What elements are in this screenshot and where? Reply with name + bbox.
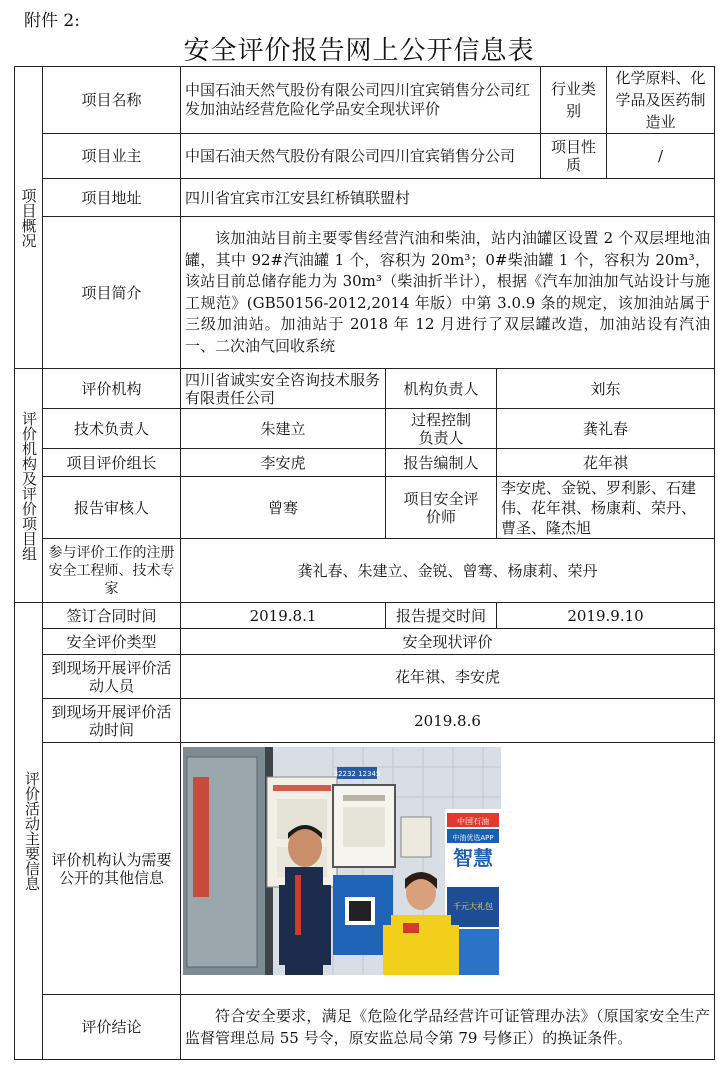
project-name-label: 项目名称 <box>43 67 181 134</box>
team-leader-value: 李安虎 <box>181 449 386 477</box>
project-nature-value: / <box>607 134 715 179</box>
report-writer-value: 花年祺 <box>497 449 715 477</box>
agency-head-label: 机构负责人 <box>386 369 497 409</box>
team-leader-label: 项目评价组长 <box>43 449 181 477</box>
process-control-label: 过程控制负责人 <box>386 409 497 449</box>
industry-label: 行业类别 <box>541 67 607 134</box>
project-address-label: 项目地址 <box>43 179 181 217</box>
project-owner-label: 项目业主 <box>43 134 181 179</box>
report-writer-label: 报告编制人 <box>386 449 497 477</box>
attachment-label: 附件 2: <box>24 11 80 31</box>
svg-text:32232 12345: 32232 12345 <box>333 770 381 778</box>
site-staff-label: 到现场开展评价活动人员 <box>43 655 181 699</box>
conclusion-label: 评价结论 <box>43 995 181 1060</box>
submit-date-value: 2019.9.10 <box>497 603 715 629</box>
svg-text:中油优选APP: 中油优选APP <box>452 834 494 842</box>
page-title: 安全评价报告网上公开信息表 <box>183 36 535 66</box>
project-address-value: 四川省宜宾市江安县红桥镇联盟村 <box>181 179 715 217</box>
assessment-type-value: 安全现状评价 <box>181 629 715 655</box>
industry-value: 化学原料、化学品及医药制造业 <box>607 67 715 134</box>
assessors-value: 李安虎、金锐、罗利影、石建伟、花年祺、杨康莉、荣丹、曹圣、隆杰旭 <box>497 477 715 539</box>
project-summary-label: 项目简介 <box>43 217 181 369</box>
engineers-label: 参与评价工作的注册安全工程师、技术专家 <box>43 539 181 603</box>
info-table <box>14 66 715 1060</box>
site-date-label: 到现场开展评价活动时间 <box>43 699 181 743</box>
project-nature-label: 项目性质 <box>541 134 607 179</box>
site-staff-value: 花年祺、李安虎 <box>181 655 715 699</box>
site-date-value: 2019.8.6 <box>181 699 715 743</box>
submit-date-label: 报告提交时间 <box>386 603 497 629</box>
project-name-value: 中国石油天然气股份有限公司四川宜宾销售分公司红发加油站经营危险化学品安全现状评价 <box>181 67 541 134</box>
reviewer-value: 曾骞 <box>181 477 386 539</box>
svg-text:中国石油: 中国石油 <box>457 817 489 826</box>
agency-head-value: 刘东 <box>497 369 715 409</box>
project-summary-value: 该加油站目前主要零售经营汽油和柴油，站内油罐区设置 2 个双层埋地油罐，其中 92#汽油罐 1 个，容积为 20m³；0#柴油罐 1 个，容积为 20m³，该站目前总储存能力为 30m³（柴油折半计），根据《汽车加油加气站设计与施工规范》(GB50156-2012,2014 年版）中第 3.0.9 条的规定，该加油站属于三级加油站。加油站于 2018 年 12 月进行了双层罐改造，加油站设有汽油一、二次油气回收系统 <box>181 217 715 369</box>
svg-text:智慧: 智慧 <box>453 846 493 870</box>
tech-head-label: 技术负责人 <box>43 409 181 449</box>
agency-value: 四川省诚实安全咨询技术服务有限责任公司 <box>181 369 386 409</box>
tech-head-value: 朱建立 <box>181 409 386 449</box>
assessment-type-label: 安全评价类型 <box>43 629 181 655</box>
agency-label: 评价机构 <box>43 369 181 409</box>
assessors-label: 项目安全评价师 <box>386 477 497 539</box>
site-photo-cell <box>181 743 715 995</box>
contract-date-value: 2019.8.1 <box>181 603 386 629</box>
reviewer-label: 报告审核人 <box>43 477 181 539</box>
process-control-value: 龚礼春 <box>497 409 715 449</box>
engineers-value: 龚礼春、朱建立、金锐、曾骞、杨康莉、荣丹 <box>181 539 715 603</box>
other-info-label: 评价机构认为需要公开的其他信息 <box>43 743 181 995</box>
section-activity: 评价活动主要信息 <box>15 603 43 1060</box>
conclusion-value: 符合安全要求，满足《危险化学品经营许可证管理办法》（原国家安全生产监督管理总局 55 号令，原安监总局令第 79 号修正）的换证条件。 <box>181 995 715 1060</box>
section-overview: 项目概况 <box>15 67 43 369</box>
contract-date-label: 签订合同时间 <box>43 603 181 629</box>
site-photo <box>183 747 501 975</box>
section-org: 评价机构及评价项目组 <box>15 369 43 603</box>
project-owner-value: 中国石油天然气股份有限公司四川宜宾销售分公司 <box>181 134 541 179</box>
svg-text:千元大礼包: 千元大礼包 <box>453 902 493 911</box>
site-photo-graphic <box>183 747 501 975</box>
